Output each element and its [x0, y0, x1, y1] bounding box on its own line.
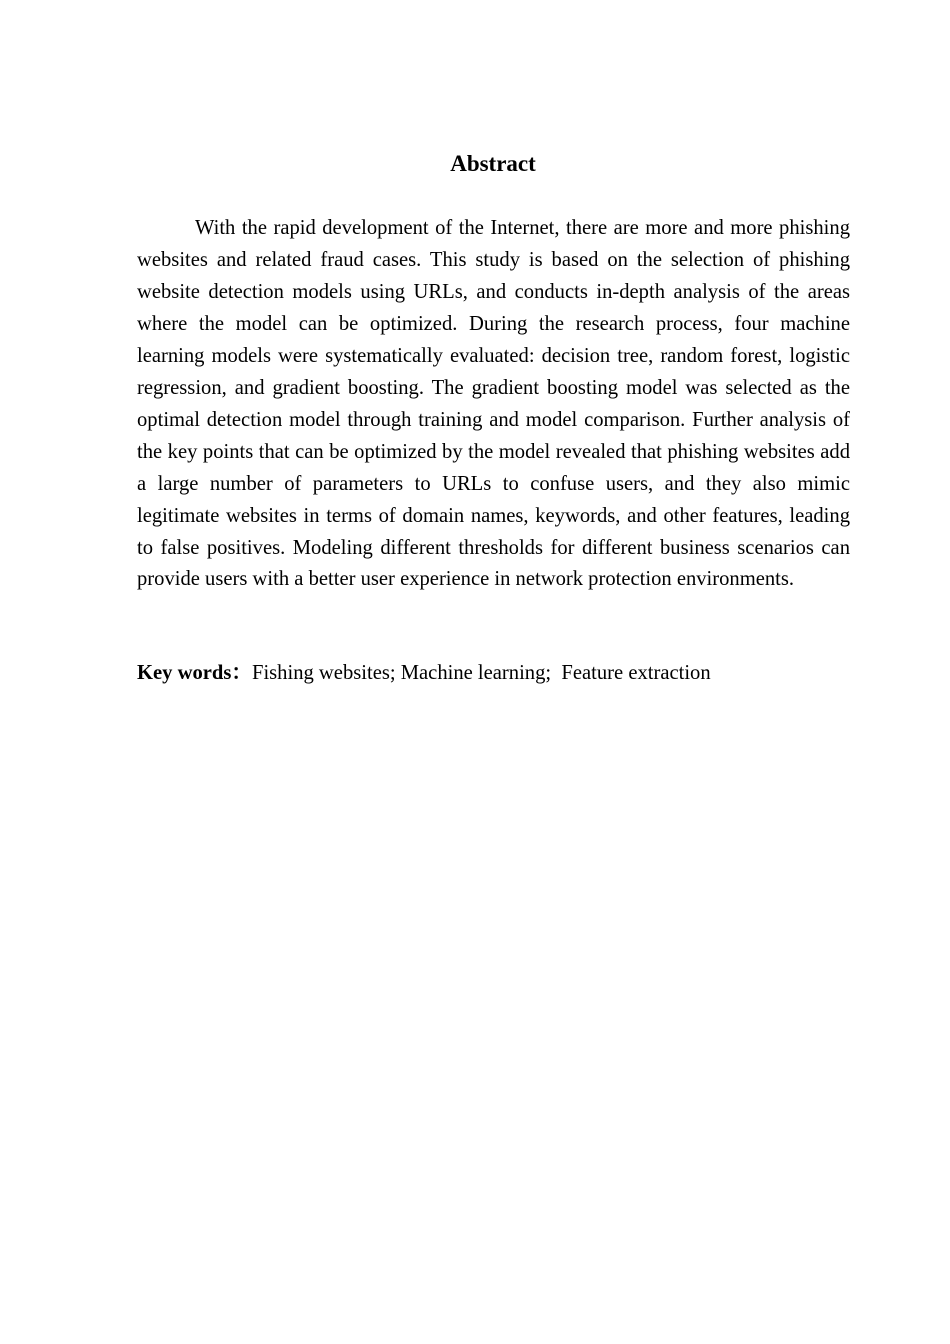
keywords-label: Key words：: [137, 662, 252, 684]
keywords-values: Fishing websites; Machine learning; Feature extraction: [251, 662, 711, 684]
abstract-title: Abstract: [450, 151, 536, 176]
abstract-paragraph: With the rapid development of the Internet, there are more and more phishing websites and related fraud cases. This study is based on the selection of phishing website detection models using URLs, and conducts in-depth analysis of the areas where the model can be optimized. During the research process, four machine learning models were systematically evaluated: decision tree, random forest, logistic regression, and gradient boosting. The gradient boosting model was selected as the optimal detection model through training and model comparison. Further analysis of the key points that can be optimized by the model revealed that phishing websites add a large number of parameters to URLs to confuse users, and they also mimic legitimate websites in terms of domain names, keywords, and other features, leading to false positives. Modeling different thresholds for different business scenarios can provide users with a better user experience in network protection environments.: [137, 217, 850, 591]
keywords-line: [137, 657, 850, 689]
